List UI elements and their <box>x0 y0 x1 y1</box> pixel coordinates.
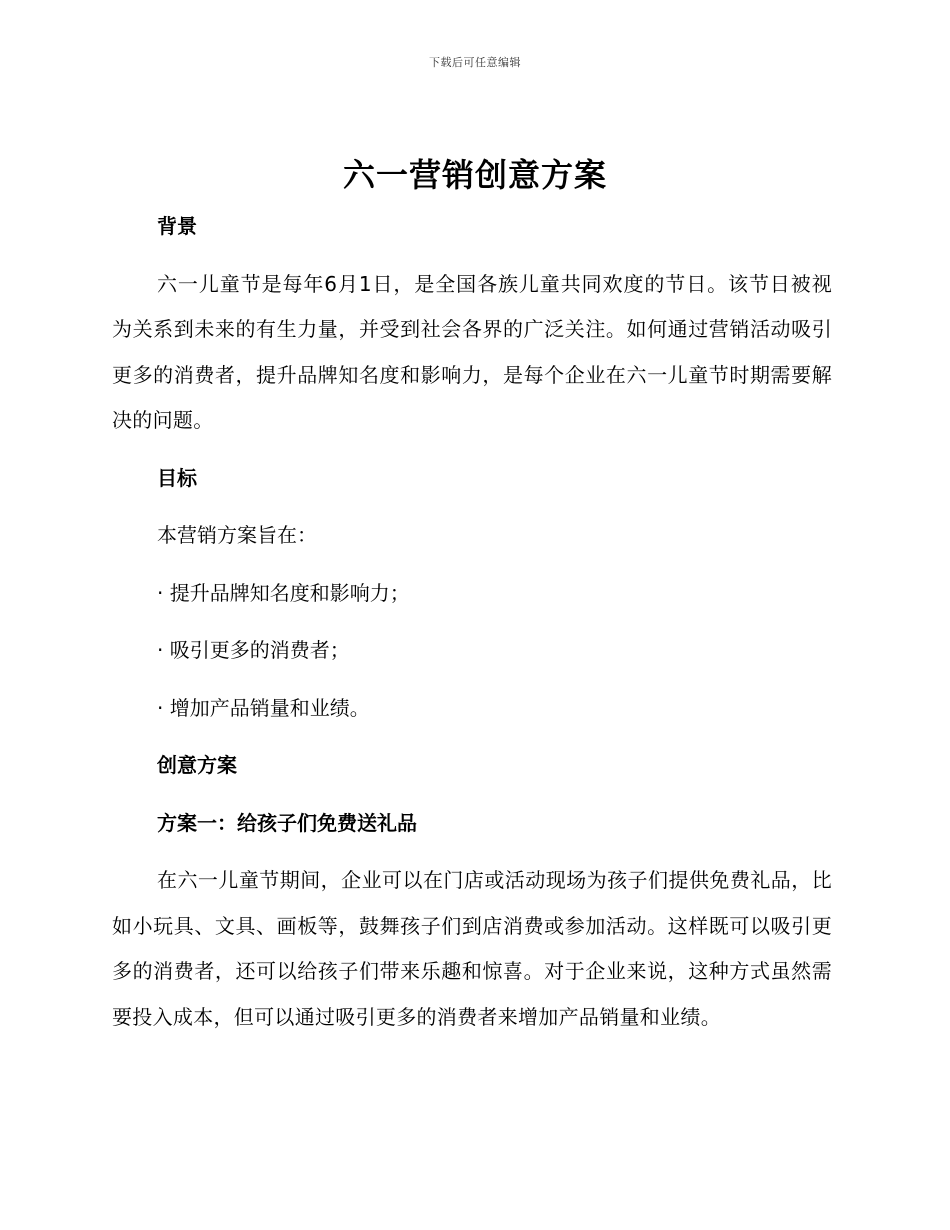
section-heading-background: 背景 <box>157 214 197 238</box>
document-body <box>112 204 832 1040</box>
goal-list-item: · 增加产品销量和业绩。 <box>157 695 370 720</box>
paragraph-goal-intro: 本营销方案旨在： <box>157 523 317 547</box>
paragraph-background: 六一儿童节是每年6月1日，是全国各族儿童共同欢度的节日。该节日被视为关系到未来的有生力量，并受到社会各界的广泛关注。如何通过营销活动吸引更多的消费者，提升品牌知名度和影响力，是每个企业在六一儿童节时期需要解决的问题。 <box>112 271 832 432</box>
goal-list-item: · 吸引更多的消费者； <box>157 638 350 662</box>
header-note: 下载后可任意编辑 <box>429 56 521 69</box>
paragraph-plan1: 在六一儿童节期间，企业可以在门店或活动现场为孩子们提供免费礼品，比如小玩具、文具、画板等，鼓舞孩子们到店消费或参加活动。这样既可以吸引更多的消费者，还可以给孩子们带来乐趣和惊喜。对于企业来说，这种方式虽然需要投入成本，但可以通过吸引更多的消费者来增加产品销量和业绩。 <box>112 868 832 1029</box>
section-heading-creative: 创意方案 <box>157 753 237 777</box>
document-title: 六一营销创意方案 <box>342 156 607 194</box>
section-heading-plan1: 方案一：给孩子们免费送礼品 <box>157 810 417 835</box>
section-heading-goal: 目标 <box>157 465 197 490</box>
goal-list-item: · 提升品牌知名度和影响力； <box>157 580 410 605</box>
